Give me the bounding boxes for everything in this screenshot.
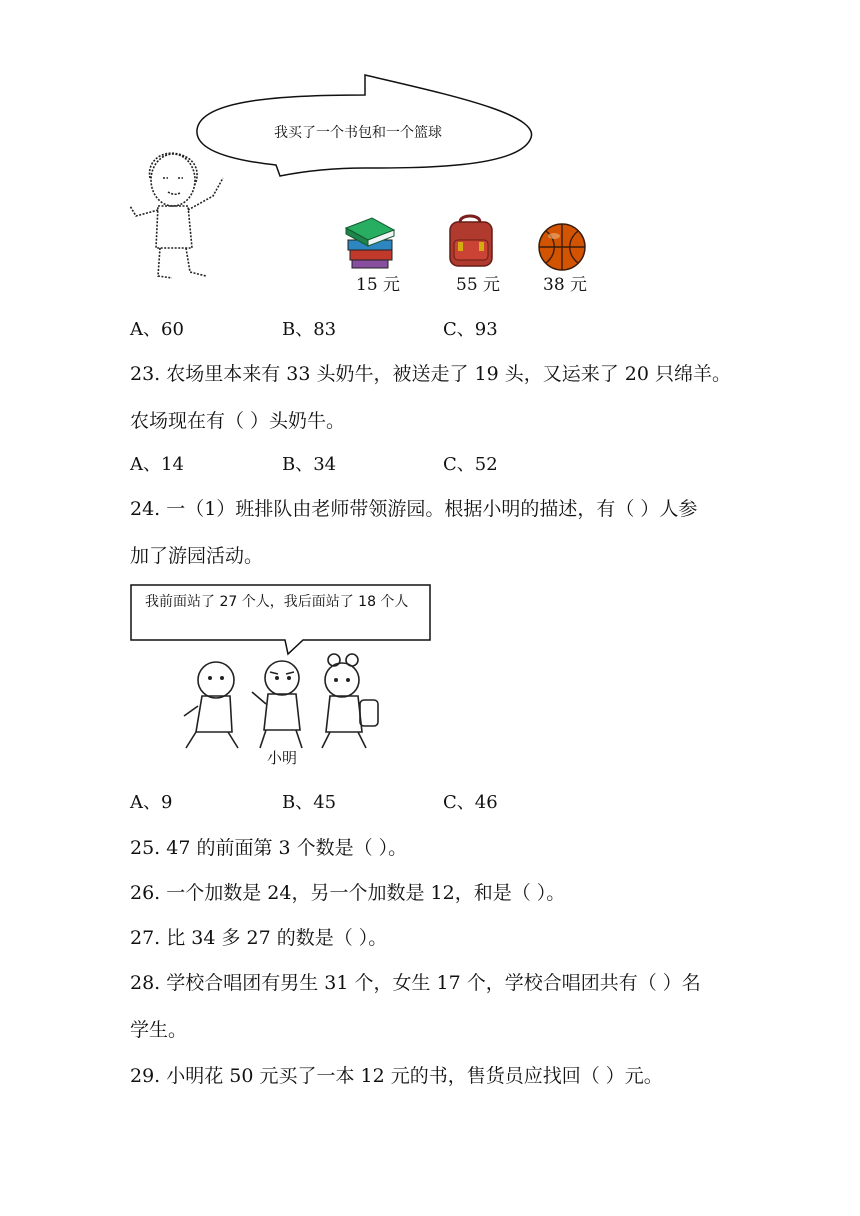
q24-text-line1: 24. 一（1）班排队由老师带领游园。根据小明的描述，有（ ）人参	[130, 498, 698, 520]
q24-speech-text: 我前面站了 27 个人，我后面站了 18 个人	[145, 594, 409, 610]
boy-illustration	[128, 148, 238, 288]
q27-text: 27. 比 34 多 27 的数是（ ）。	[130, 927, 388, 949]
q22-option-c: C、93	[443, 319, 498, 340]
q28-text-line2: 学生。	[130, 1019, 188, 1041]
q22-option-a: A、60	[130, 319, 184, 340]
basketball-price: 38 元	[543, 275, 588, 295]
children-illustration	[182, 652, 392, 752]
q29-text: 29. 小明花 50 元买了一本 12 元的书，售货员应找回（ ）元。	[130, 1065, 663, 1087]
q23-option-c: C、52	[443, 454, 498, 475]
q23-text-line1: 23. 农场里本来有 33 头奶牛，被送走了 19 头，又运来了 20 只绵羊。	[130, 363, 732, 385]
q24-option-c: C、46	[443, 792, 498, 813]
backpack-icon	[444, 214, 500, 270]
xiaoming-caption: 小明	[267, 749, 298, 767]
q22-speech-text: 我买了一个书包和一个篮球	[274, 125, 442, 141]
q24-text-line2: 加了游园活动。	[130, 545, 264, 567]
q24-option-a: A、9	[130, 792, 173, 813]
basketball-icon	[537, 222, 589, 274]
q23-option-a: A、14	[130, 454, 184, 475]
backpack-price: 55 元	[456, 275, 501, 295]
q23-option-b: B、34	[282, 454, 337, 475]
books-icon	[344, 216, 400, 272]
q23-text-line2: 农场现在有（ ）头奶牛。	[130, 410, 346, 432]
books-price: 15 元	[356, 275, 401, 295]
q28-text-line1: 28. 学校合唱团有男生 31 个，女生 17 个，学校合唱团共有（ ）名	[130, 972, 701, 994]
q22-option-b: B、83	[282, 319, 337, 340]
q26-text: 26. 一个加数是 24，另一个加数是 12，和是（ ）。	[130, 882, 566, 904]
q24-option-b: B、45	[282, 792, 337, 813]
q25-text: 25. 47 的前面第 3 个数是（ ）。	[130, 837, 408, 859]
